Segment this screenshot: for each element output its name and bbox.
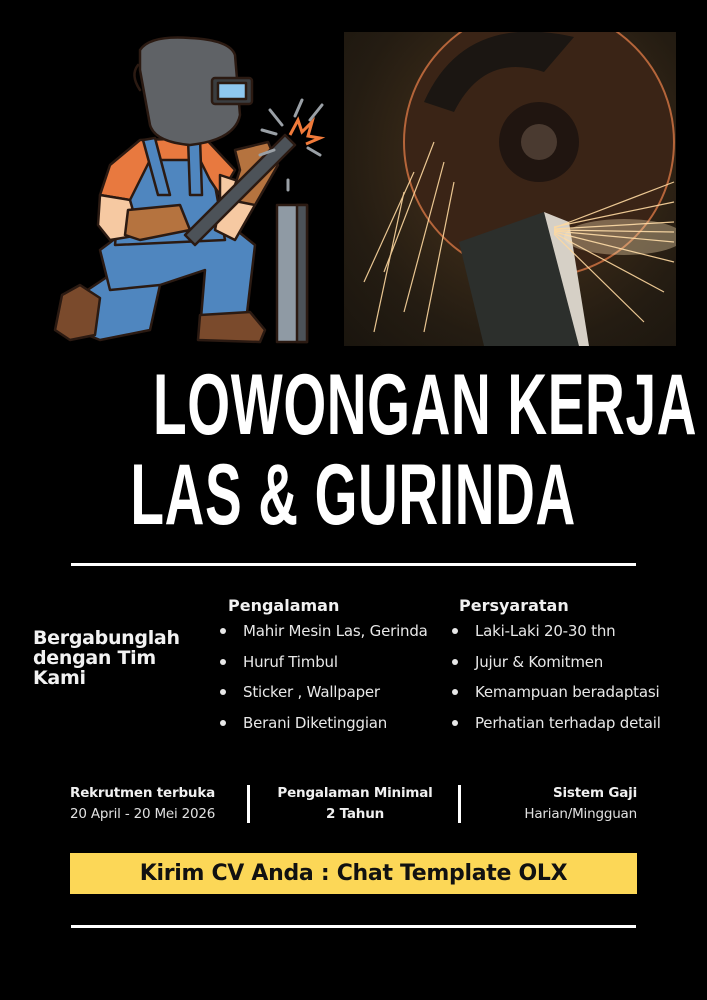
welder-illustration-icon — [40, 30, 330, 350]
requirements-title: Persyaratan — [459, 596, 569, 615]
info-separator — [458, 785, 461, 823]
info-salary — [524, 785, 637, 822]
experience-title: Pengalaman — [228, 596, 340, 615]
headline-line-1 — [0, 357, 707, 453]
join-team-heading: Bergabunglah dengan Tim Kami — [33, 627, 180, 689]
grinder-sparks-photo — [344, 32, 676, 346]
requirement-item: Jujur & Komitmen — [449, 652, 661, 683]
divider-top — [71, 563, 636, 566]
requirement-item: Perhatian terhadap detail — [449, 713, 661, 744]
experience-item: Berani Diketinggian — [217, 713, 428, 744]
experience-item: Mahir Mesin Las, Gerinda — [217, 621, 428, 652]
info-salary-value: Harian/Mingguan — [524, 806, 637, 822]
headline-line-2 — [0, 447, 707, 543]
info-recruitment — [70, 785, 215, 822]
info-salary-label: Sistem Gaji — [552, 785, 637, 801]
experience-list — [217, 621, 428, 743]
divider-bottom — [71, 925, 636, 928]
headline-text-2: LAS & GURINDA — [130, 447, 577, 543]
requirement-item: Laki-Laki 20-30 thn — [449, 621, 661, 652]
headline-text-1: LOWONGAN KERJA — [153, 357, 698, 453]
info-recruitment-value: 20 April - 20 Mei 2026 — [70, 806, 216, 822]
experience-item: Huruf Timbul — [217, 652, 428, 683]
experience-item: Sticker , Wallpaper — [217, 682, 428, 713]
info-min-experience-label: Pengalaman Minimal — [277, 785, 433, 801]
requirement-item: Kemampuan beradaptasi — [449, 682, 661, 713]
info-recruitment-label: Rekrutmen terbuka — [70, 785, 216, 801]
info-min-experience-value: 2 Tahun — [325, 806, 385, 822]
grinder-sparks-icon — [344, 32, 676, 346]
info-min-experience — [250, 785, 460, 822]
requirements-list — [449, 621, 661, 743]
cta-banner: Kirim CV Anda : Chat Template OLX — [70, 853, 637, 894]
